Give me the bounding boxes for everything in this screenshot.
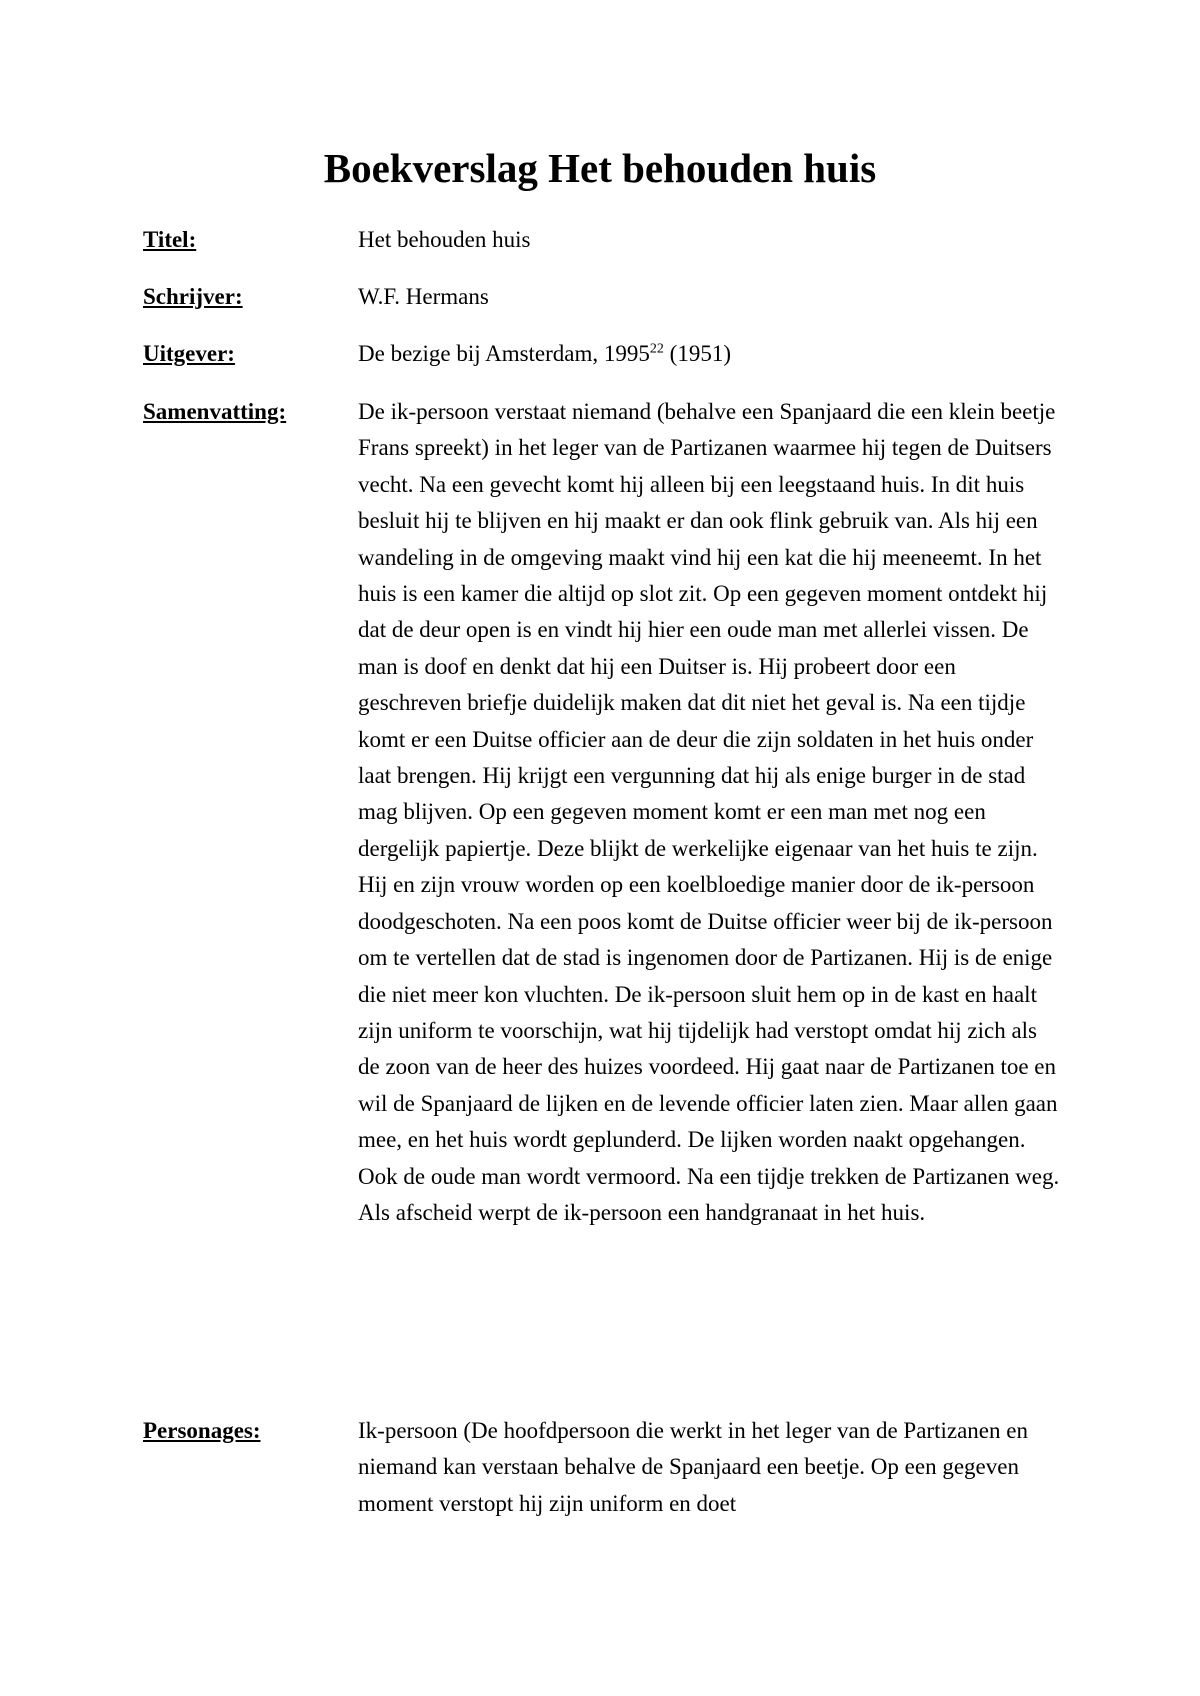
field-value-samenvatting: De ik-persoon verstaat niemand (behalve een Spanjaard die een klein beetje Frans spreekt) in het leger van de Partizanen waarmee hij tegen de Duitsers vecht. Na een gevecht komt hij alleen bij een leegstaand huis. In dit huis besluit hij te blijven en hij maakt er dan ook flink gebruik van. Als hij een wandeling in de omgeving maakt vind hij een kat die hij meeneemt. In het huis is een kamer die altijd op slot zit. Op een gegeven moment ontdekt hij dat de deur open is en vindt hij hier een oude man met allerlei vissen. De man is doof en denkt dat hij een Duitser is. Hij probeert door een geschreven briefje duidelijk maken dat dit niet het geval is. Na een tijdje komt er een Duitse officier aan de deur die zijn soldaten in het huis onder laat brengen. Hij krijgt een vergunning dat hij als enige burger in de stad mag blijven. Op een gegeven moment komt er een man met nog een dergelijk papiertje. Deze blijkt de werkelijke eigenaar van het huis te zijn. Hij en zijn vrouw worden op een koelbloedige manier door de ik-persoon doodgeschoten. Na een poos komt de Duitse officier weer bij de ik-persoon om te vertellen dat de stad is ingenomen door de Partizanen. Hij is de enige die niet meer kon vluchten. De ik-persoon sluit hem op in de kast en haalt zijn uniform te voorschijn, wat hij tijdelijk had verstopt omdat hij zich als de zoon van de heer des huizes voordeed. Hij gaat naar de Partizanen toe en wil de Spanjaard de lijken en de levende officier laten zien. Maar allen gaan mee, en het huis wordt geplunderd. De lijken worden naakt opgehangen. Ook de oude man wordt vermoord. Na een tijdje trekken de Partizanen weg. Als afscheid werpt de ik-persoon een handgranaat in het huis. bbox=[358, 399, 1060, 1225]
uitgever-main-text: De bezige bij Amsterdam, 1995 bbox=[358, 341, 650, 366]
field-label-samenvatting: Samenvatting: bbox=[143, 399, 287, 424]
uitgever-year-text: (1951) bbox=[663, 341, 731, 366]
field-label-schrijver: Schrijver: bbox=[143, 284, 243, 309]
field-label-personages: Personages: bbox=[143, 1418, 261, 1443]
uitgever-superscript: 22 bbox=[649, 341, 664, 357]
field-value-personages: Ik-persoon (De hoofdpersoon die werkt in het leger van de Partizanen en niemand kan verstaan behalve de Spanjaard een beetje. Op een gegeven moment verstopt hij zijn uniform en doet bbox=[358, 1418, 1028, 1516]
field-value-titel: Het behouden huis bbox=[358, 227, 531, 252]
field-value-uitgever bbox=[358, 336, 1063, 372]
document-title: Boekverslag Het behouden huis bbox=[323, 145, 877, 191]
field-value-schrijver: W.F. Hermans bbox=[358, 284, 489, 309]
field-label-titel: Titel: bbox=[143, 227, 197, 252]
field-label-uitgever: Uitgever: bbox=[143, 341, 235, 366]
